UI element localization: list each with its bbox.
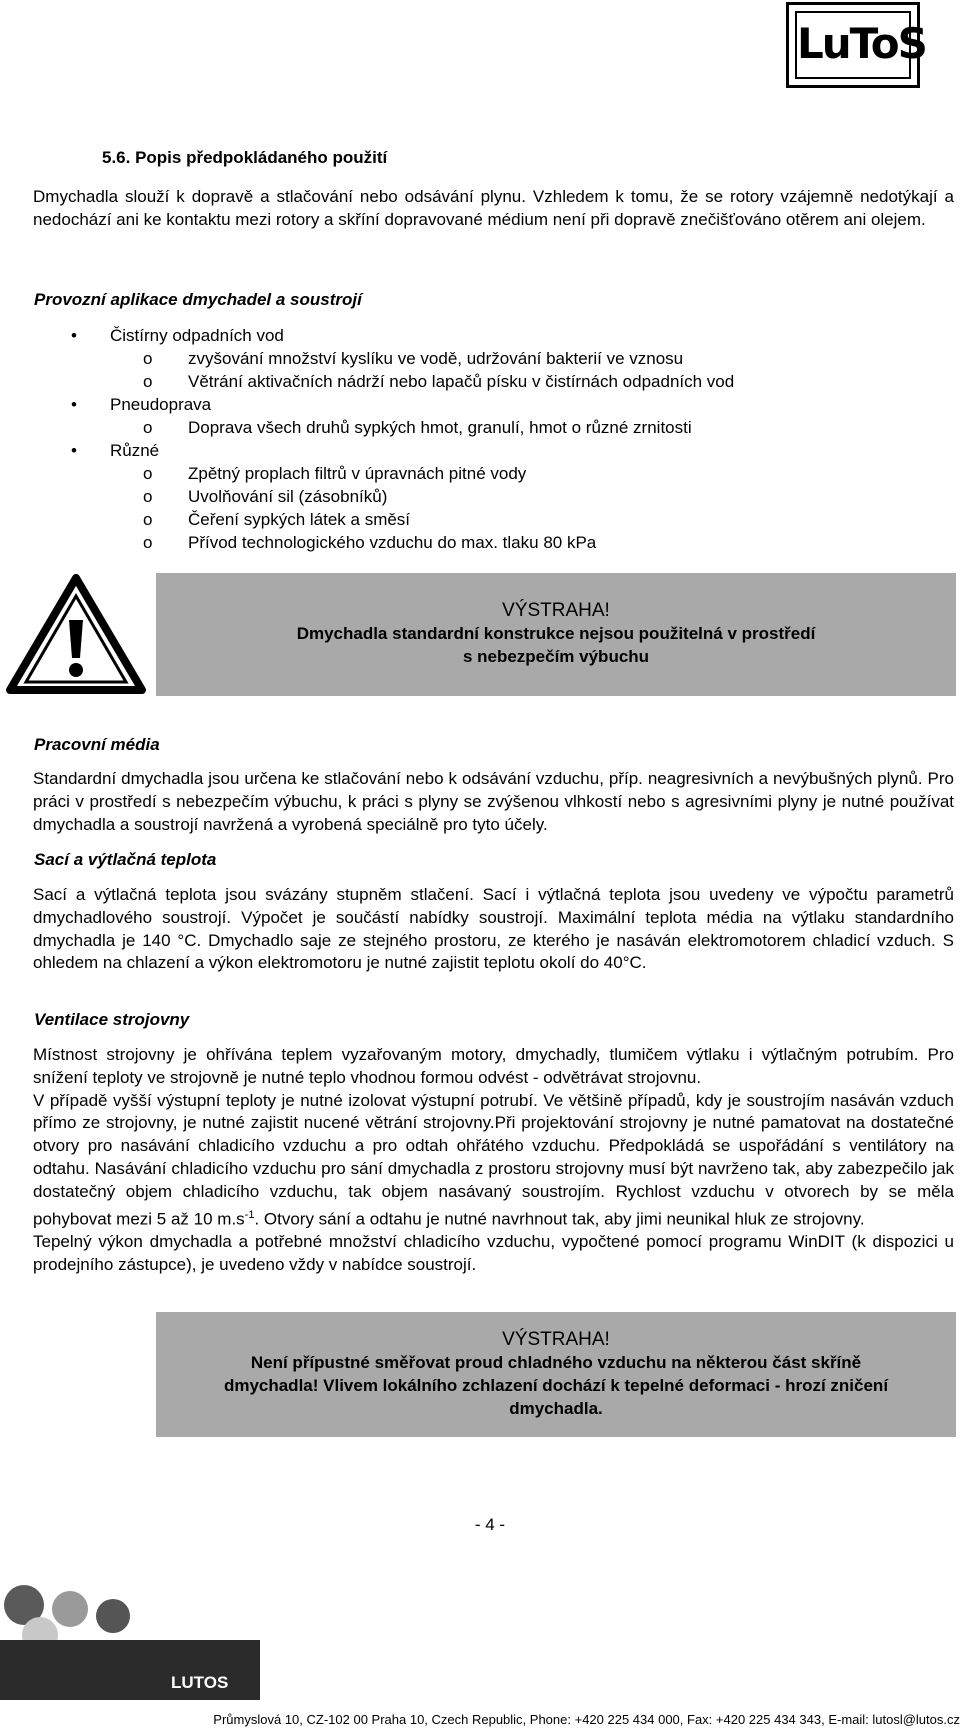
list-item [0,508,954,531]
company-logo [786,2,926,88]
bullet-icon: • [71,395,77,414]
media-title: Pracovní média [34,735,160,754]
temperature-text: Sací a výtlačná teplota jsou svázány stupněm stlačení. Sací i výtlačná teplota jsou uvedeny ve výpočtu parametrů dmychadlového soustrojí. Výpočet je součástí nabídky soustrojí. Maximální teplota média na výtlaku standardního dmychadla je 140 °C. Dmychadlo saje ze stejného prostoru, ze kterého je nasáván elektromotorem chladicí vzduch. S ohledem na chlazení a výkon elektromotoru je nutné zajistit teplotu okolí do 40°C. [33,885,954,973]
group-label: Pneudoprava [110,395,212,414]
page-number: - 4 - [474,1515,506,1534]
list-item [0,462,954,485]
ventilation-text-2b: . Otvory sání a odtahu je nutné navrhnout tak, aby jimi neunikal hluk ze strojovny. [254,1209,865,1229]
list-item [0,347,954,370]
footer-address: Průmyslová 10, CZ-102 00 Praha 10, Czech Republic, Phone: +420 225 434 000, Fax: +420 225 434 343, E-mail: lutosl@lutos.cz [213,1712,960,1727]
item-text: Přívod technologického vzduchu do max. tlaku 80 kPa [188,533,597,552]
item-text: Doprava všech druhů sypkých hmot, granulí, hmot o různé zrnitosti [188,418,692,437]
ventilation-text-1: Místnost strojovny je ohřívána teplem vyzařovaným motory, dmychadly, tlumičem výtlaku i výtlačným potrubím. Pro snížení teploty ve strojovně je nutné teplo vhodnou formou odvést - odvětrávat strojovnu. [33,1045,954,1087]
warning-line: dmychadla! Vlivem lokálního zchlazení dochází k tepelné deformaci - hrozí zničení [223,1376,889,1395]
item-text: Čeření sypkých látek a směsí [188,510,411,529]
logo-text: LuToS [797,19,926,68]
sub-bullet-icon: o [143,418,153,437]
list-item [0,531,954,554]
warning-title: VÝSTRAHA! [502,600,610,621]
sub-bullet-icon: o [143,349,153,368]
applications-title: Provozní aplikace dmychadel a soustrojí [34,290,362,309]
decor-circle [52,1591,88,1627]
warning-line: Dmychadla standardní konstrukce nejsou použitelná v prostředí [296,624,816,643]
sub-bullet-icon: o [143,372,153,391]
warning-triangle-icon [6,574,146,694]
list-item [0,370,954,393]
group-label: Čistírny odpadních vod [110,326,284,345]
warning-line: s nebezpečím výbuchu [462,647,650,666]
section-heading: 5.6. Popis předpokládaného použití [102,148,388,167]
ventilation-text-2 [0,1090,954,1231]
ventilation-text-2a: V případě vyšší výstupní teploty je nutné izolovat výstupní potrubí. Ve většině případů, kdy je soustrojím nasáván vzduch přímo ze strojovny, je nutné zajistit nucené větrání strojovny.Při projektování strojovny je nutné pamatovat na dostatečné otvory pro nasávání chladicího vzduchu a pro odtah ohřátého vzduchu. Předpokládá se uspořádání s ventilátory na odtahu. Nasávání chladicího vzduchu pro sání dmychadla z prostoru strojovny musí být navrženo tak, aby zabezpečilo jak dostatečný objem chladicího vzduchu, tak objem nasávaný soustrojím. Rychlost vzduchu v otvorech by se měla pohybovat mezi 5 až 10 m.s [33,1090,954,1229]
logo-frame [795,11,926,79]
footer-brand: LUTOS [171,1673,229,1692]
warning-line: Není přípustné směřovat proud chladného vzduchu na některou část skříně [250,1353,862,1372]
applications-list [0,324,954,554]
item-text: Větrání aktivačních nádrží nebo lapačů písku v čistírnách odpadních vod [188,372,735,391]
sub-bullet-icon: o [143,464,153,483]
ventilation-text-3: Tepelný výkon dmychadla a potřebné množství chladicího vzduchu, vypočtené pomocí programu WinDIT (k dispozici u prodejního zástupce), je uvedeno vždy v nabídce soustrojí. [33,1232,954,1274]
media-paragraph [0,768,954,836]
warning-box-cold-air [156,1312,956,1437]
ventilation-title: Ventilace strojovny [34,1010,190,1029]
group-label: Různé [110,441,160,460]
intro-text: Dmychadla slouží k dopravě a stlačování nebo odsávání plynu. Vzhledem k tomu, že se rotory vzájemně nedotýkají a nedochází ani ke kontaktu mezi rotory a skříní dopravované médium není při dopravě znečišťováno otěrem ani olejem. [33,187,954,229]
list-item-group [0,439,954,462]
warning-title: VÝSTRAHA! [502,1329,610,1350]
warning-line: dmychadla. [509,1399,603,1418]
list-item-group [0,324,954,347]
sub-bullet-icon: o [143,487,153,506]
unit-exponent: -1 [244,1208,255,1221]
media-text: Standardní dmychadla jsou určena ke stlačování nebo k odsávání vzduchu, příp. neagresivních a nevýbušných plynů. Pro práci v prostředí s nebezpečím výbuchu, k práci s plyny se zvýšenou vlhkostí nebo s agresivními plyny je nutné používat dmychadla a soustrojí navržená a vyrobená speciálně pro tyto účely. [33,769,954,834]
warning-box-explosion [156,573,956,696]
bullet-icon: • [71,326,77,345]
list-item-group [0,393,954,416]
intro-paragraph [0,186,954,232]
decor-circle [96,1599,130,1633]
bullet-icon: • [71,441,77,460]
temperature-paragraph [0,884,954,975]
temperature-title: Sací a výtlačná teplota [34,850,217,869]
item-text: Uvolňování sil (zásobníků) [188,487,388,506]
footer-brand-band [0,1640,260,1700]
sub-bullet-icon: o [143,510,153,529]
sub-bullet-icon: o [143,533,153,552]
list-item [0,416,954,439]
item-text: Zpětný proplach filtrů v úpravnách pitné vody [188,464,527,483]
list-item [0,485,954,508]
ventilation-paragraph [0,1044,954,1277]
item-text: zvyšování množství kyslíku ve vodě, udržování bakterií ve vznosu [188,349,684,368]
